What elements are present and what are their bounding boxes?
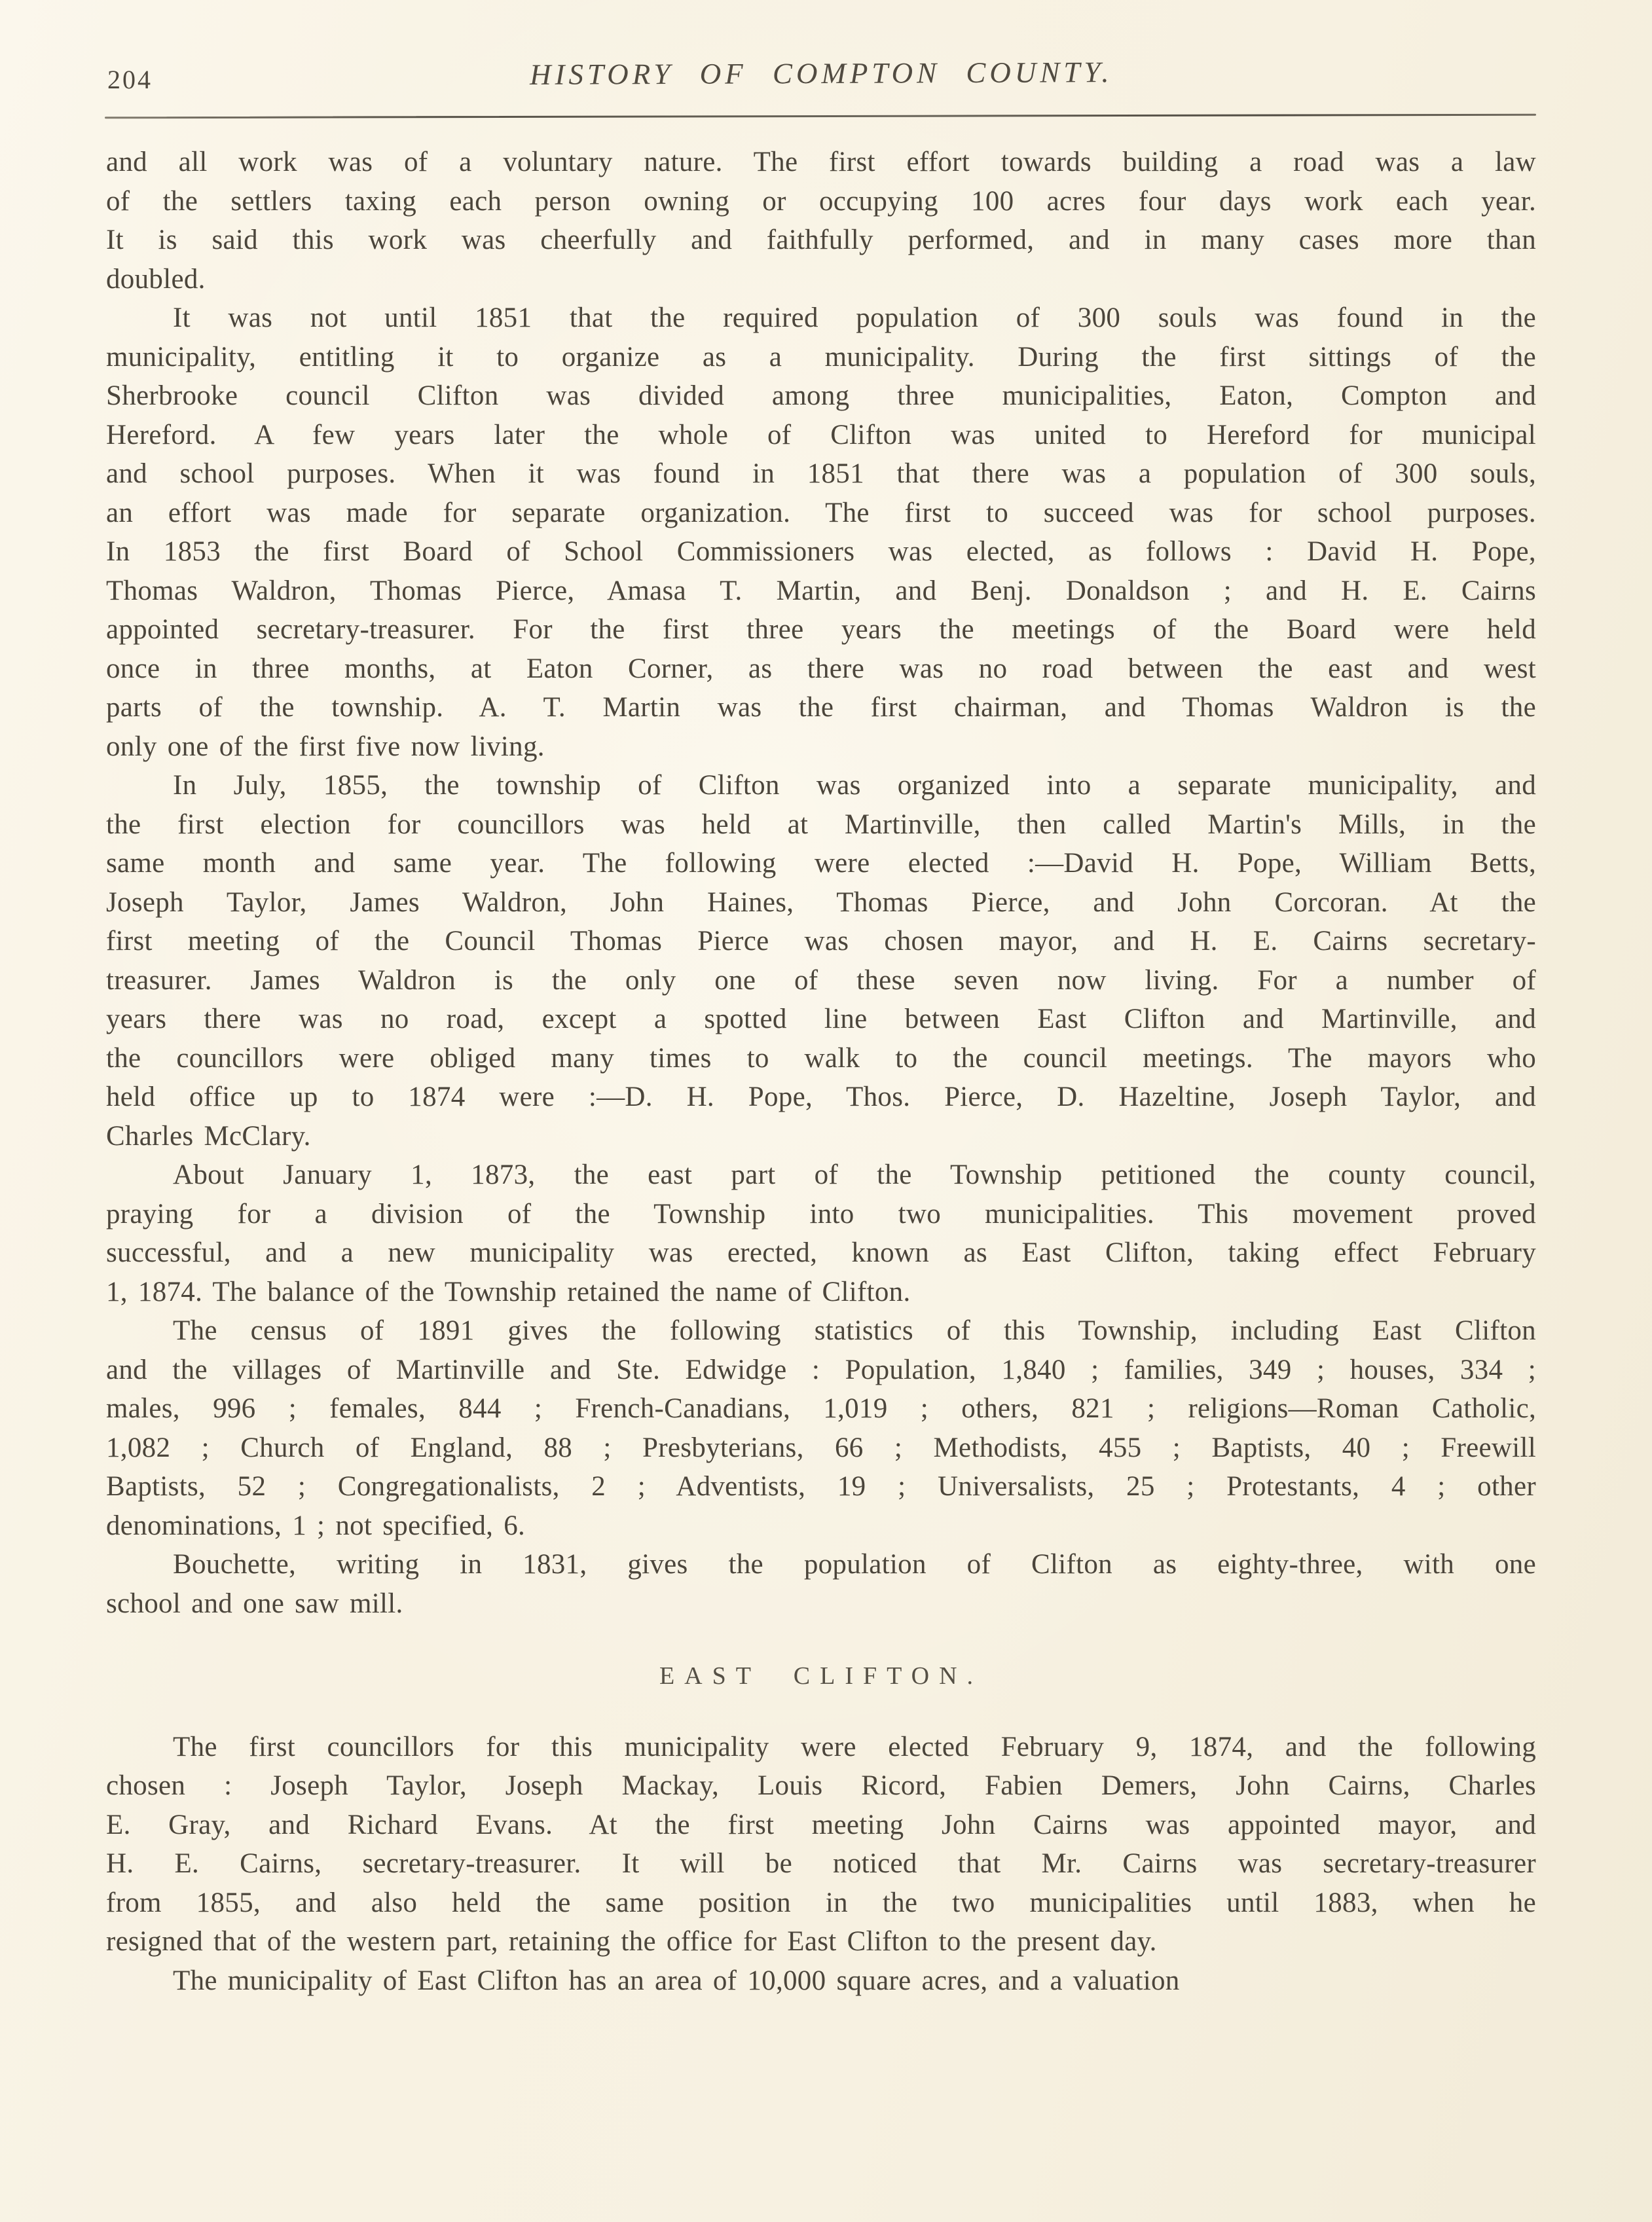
text-line: The census of 1891 gives the following statistics of this Township, including East Clifton xyxy=(173,1315,1536,1346)
text-line: only one of the first five now living. xyxy=(106,731,545,762)
text-line: Thomas Waldron, Thomas Pierce, Amasa T. Martin, and Benj. Donaldson ; and H. E. Cairns xyxy=(106,575,1536,606)
text-line: 1,082 ; Church of England, 88 ; Presbyterians, 66 ; Methodists, 455 ; Baptists, 40 ; Freewill xyxy=(106,1432,1536,1463)
text-line: denominations, 1 ; not specified, 6. xyxy=(106,1510,526,1541)
text-line: males, 996 ; females, 844 ; French-Canadians, 1,019 ; others, 821 ; religions—Roman Catholic, xyxy=(106,1393,1536,1424)
text-line: of the settlers taxing each person owning or occupying 100 acres four days work each year. xyxy=(106,185,1536,217)
text-line: The municipality of East Clifton has an area of 10,000 square acres, and a valuation xyxy=(173,1965,1180,1996)
text-line: once in three months, at Eaton Corner, as there was no road between the east and west xyxy=(106,653,1536,684)
text-line: Sherbrooke council Clifton was divided among three municipalities, Eaton, Compton and xyxy=(106,380,1536,411)
text-line: chosen : Joseph Taylor, Joseph Mackay, Louis Ricord, Fabien Demers, John Cairns, Charles xyxy=(106,1770,1536,1801)
text-line: E. Gray, and Richard Evans. At the first meeting John Cairns was appointed mayor, and xyxy=(106,1809,1536,1840)
text-line: Hereford. A few years later the whole of Clifton was united to Hereford for municipal xyxy=(106,419,1536,450)
text-line: the councillors were obliged many times to walk to the council meetings. The mayors who xyxy=(106,1042,1536,1074)
text-line: first meeting of the Council Thomas Pierce was chosen mayor, and H. E. Cairns secretary- xyxy=(106,926,1536,956)
text-line: doubled. xyxy=(106,263,206,295)
section-heading: EAST CLIFTON. xyxy=(659,1662,983,1690)
text-after-heading xyxy=(106,1728,1536,2001)
page-number: 204 xyxy=(107,65,153,94)
header-rule xyxy=(105,114,1536,119)
running-head xyxy=(106,56,1536,94)
page-text xyxy=(106,143,1536,2000)
text-line: Charles McClary. xyxy=(106,1120,311,1152)
text-line: from 1855, and also held the same position in the two municipalities until 1883, when he xyxy=(106,1887,1536,1918)
text-line: municipality, entitling it to organize as a municipality. During the first sittings of the xyxy=(106,341,1536,373)
text-before-heading xyxy=(106,143,1536,1623)
text-line: appointed secretary-treasurer. For the first three years the meetings of the Board were held xyxy=(106,614,1536,645)
text-line: Bouchette, writing in 1831, gives the population of Clifton as eighty-three, with one xyxy=(173,1549,1536,1580)
text-line: school and one saw mill. xyxy=(106,1588,403,1619)
text-line: praying for a division of the Township into two municipalities. This movement proved xyxy=(106,1198,1536,1229)
text-line: About January 1, 1873, the east part of the Township petitioned the county council, xyxy=(173,1159,1536,1190)
text-line: treasurer. James Waldron is the only one of these seven now living. For a number of xyxy=(106,964,1536,996)
text-line: held office up to 1874 were :—D. H. Pope, Thos. Pierce, D. Hazeltine, Joseph Taylor, and xyxy=(106,1082,1536,1112)
text-line: In July, 1855, the township of Clifton was organized into a separate municipality, and xyxy=(173,770,1536,801)
text-line: The first councillors for this municipality were elected February 9, 1874, and the following xyxy=(173,1731,1536,1762)
text-line: same month and same year. The following were elected :—David H. Pope, William Betts, xyxy=(106,848,1536,879)
text-line: It is said this work was cheerfully and faithfully performed, and in many cases more than xyxy=(106,225,1536,255)
text-line: It was not until 1851 that the required population of 300 souls was found in the xyxy=(173,302,1536,333)
text-line: Joseph Taylor, James Waldron, John Haines, Thomas Pierce, and John Corcoran. At the xyxy=(106,886,1536,918)
running-title: HISTORY OF COMPTON COUNTY. xyxy=(529,56,1113,91)
text-line: the first election for councillors was held at Martinville, then called Martin's Mills, in the xyxy=(106,809,1536,840)
text-line: parts of the township. A. T. Martin was the first chairman, and Thomas Waldron is the xyxy=(106,692,1536,723)
text-line: Baptists, 52 ; Congregationalists, 2 ; Adventists, 19 ; Universalists, 25 ; Protestants, 4 ; other xyxy=(106,1471,1536,1502)
text-line: an effort was made for separate organization. The first to succeed was for school purposes. xyxy=(106,497,1536,528)
text-line: 1, 1874. The balance of the Township retained the name of Clifton. xyxy=(106,1276,911,1307)
text-line: years there was no road, except a spotted line between East Clifton and Martinville, and xyxy=(106,1004,1536,1034)
text-line: In 1853 the first Board of School Commissioners was elected, as follows : David H. Pope, xyxy=(106,536,1536,567)
text-line: and school purposes. When it was found in 1851 that there was a population of 300 souls, xyxy=(106,458,1536,489)
text-line: and the villages of Martinville and Ste. Edwidge : Population, 1,840 ; families, 349 ; houses, 334 ; xyxy=(106,1354,1536,1385)
text-line: resigned that of the western part, retaining the office for East Clifton to the present day. xyxy=(106,1926,1157,1957)
text-line: H. E. Cairns, secretary-treasurer. It will be noticed that Mr. Cairns was secretary-treasurer xyxy=(106,1848,1536,1879)
text-line: successful, and a new municipality was erected, known as East Clifton, taking effect February xyxy=(106,1237,1536,1268)
text-line: and all work was of a voluntary nature. The first effort towards building a road was a law xyxy=(106,147,1536,177)
